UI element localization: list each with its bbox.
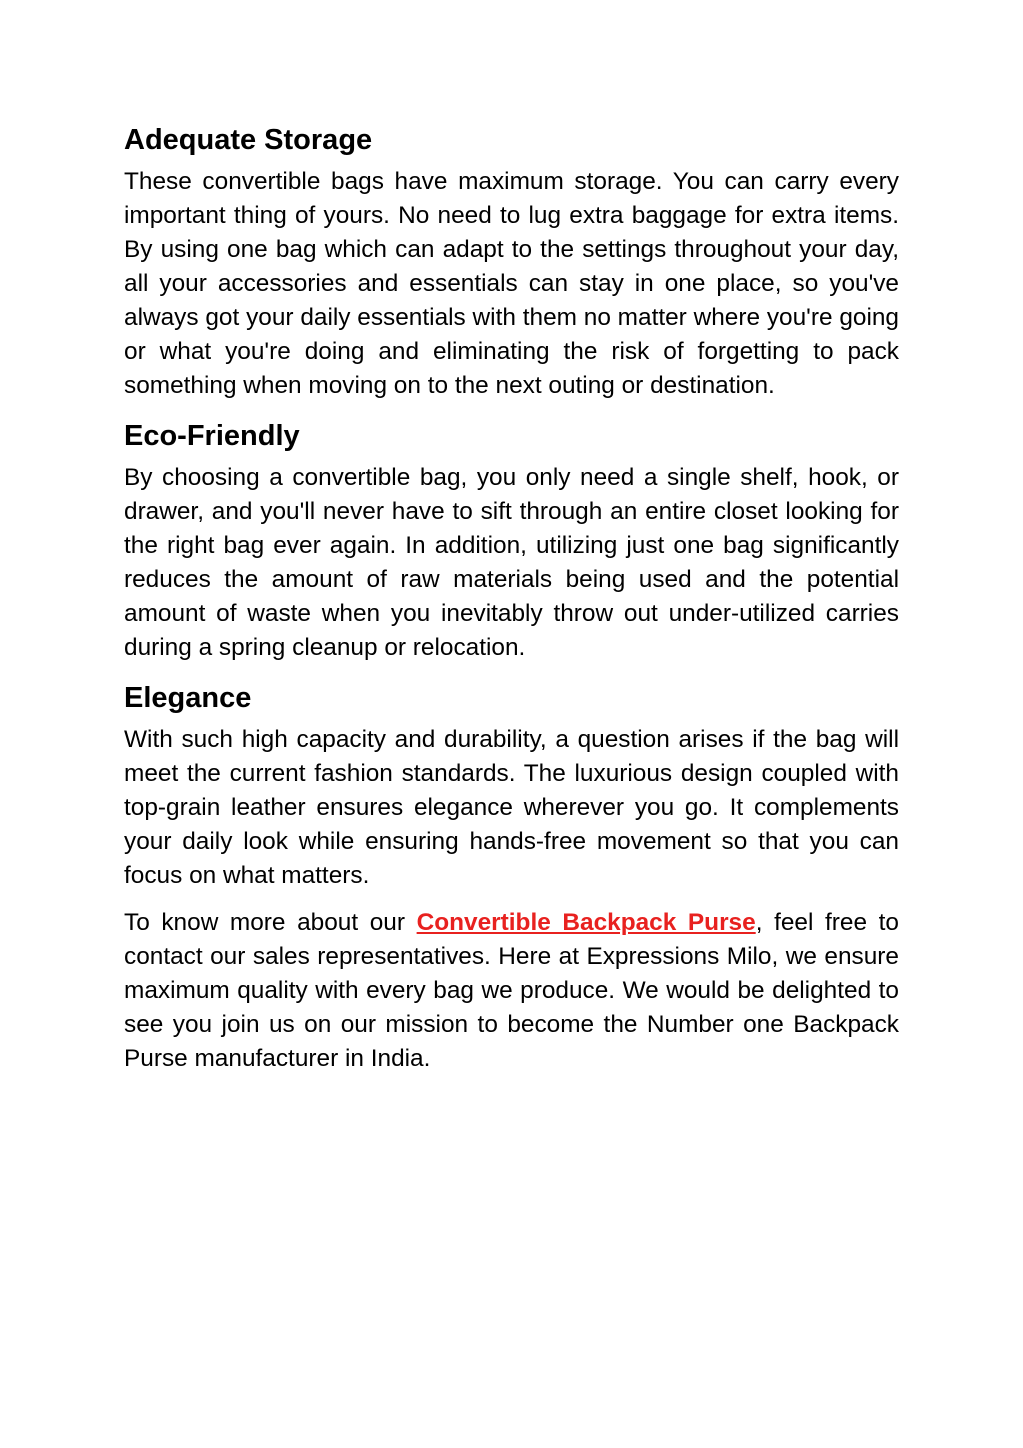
convertible-backpack-purse-link[interactable]: Convertible Backpack Purse: [416, 909, 756, 936]
section-heading: Adequate Storage: [124, 124, 373, 156]
section-adequate-storage: [124, 120, 899, 403]
section-heading: Eco-Friendly: [124, 420, 300, 452]
section-elegance: [124, 678, 899, 893]
section-body: With such high capacity and durability, a question arises if the bag will meet the current fashion standards. The luxurious design coupled with top-grain leather ensures elegance wherever you go. It complements your daily look while ensuring hands-free movement so that you can focus on what matters.: [124, 726, 899, 889]
closing-text-before-link: To know more about our: [124, 909, 417, 936]
closing-text-after-link: , feel free to contact our sales representatives. Here at Expressions Milo, we ensure maximum quality with every bag we produce. We would be delighted to see you join us on our mission to become the Number one Backpack Purse manufacturer in India.: [124, 909, 899, 1072]
closing-paragraph: [124, 906, 899, 1076]
section-body: By choosing a convertible bag, you only need a single shelf, hook, or drawer, and you'll never have to sift through an entire closet looking for the right bag ever again. In addition, utilizing just one bag significantly reduces the amount of raw materials being used and the potential amount of waste when you inevitably throw out under-utilized carries during a spring cleanup or relocation.: [124, 464, 899, 661]
document-page: [124, 120, 899, 1076]
section-heading: Elegance: [124, 682, 252, 714]
section-eco-friendly: [124, 416, 899, 665]
section-body: These convertible bags have maximum storage. You can carry every important thing of yours. No need to lug extra baggage for extra items. By using one bag which can adapt to the settings throughout your day, all your accessories and essentials can stay in one place, so you've always got your daily essentials with them no matter where you're going or what you're doing and eliminating the risk of forgetting to pack something when moving on to the next outing or destination.: [124, 168, 899, 399]
